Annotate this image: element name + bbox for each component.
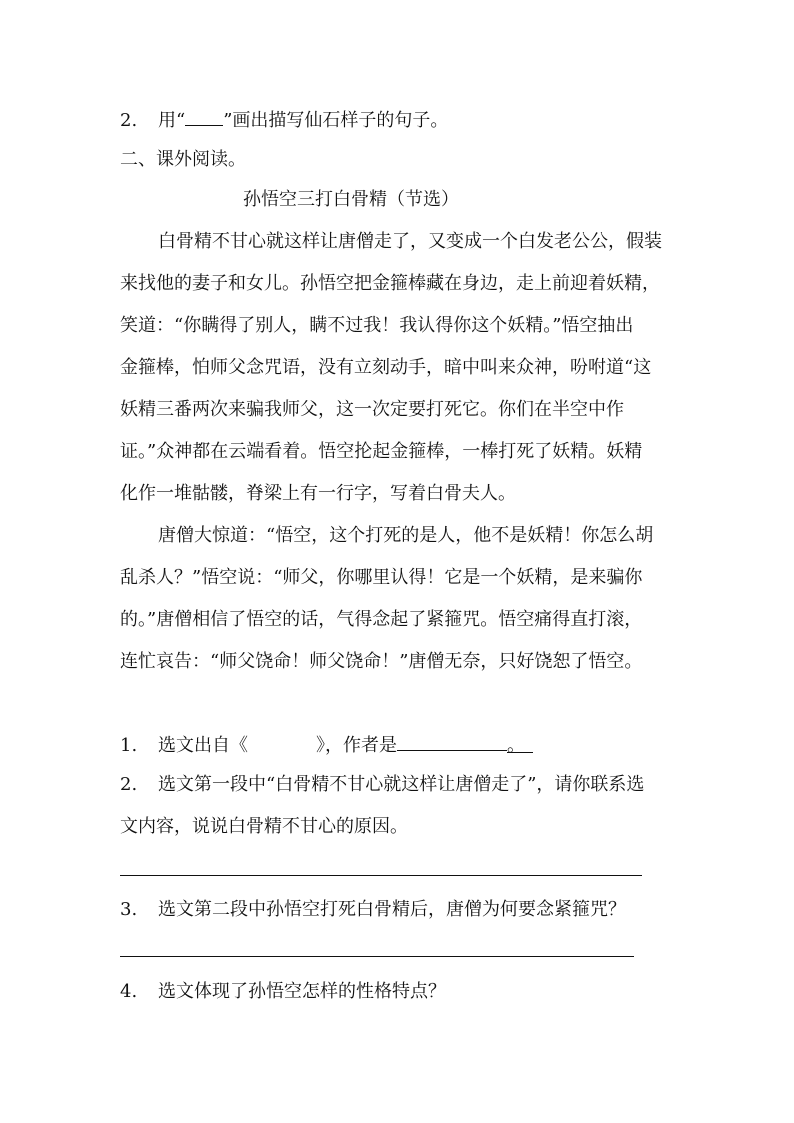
question-number: 2. xyxy=(120,110,138,131)
article-line: 来找他的妻子和女儿。孙悟空把金箍棒藏在身边，走上前迎着妖精， xyxy=(120,273,660,294)
question-text-a: 用“ xyxy=(158,110,186,131)
question-2-line2: 文内容，说说白骨精不甘心的原因。 xyxy=(120,816,408,837)
question-number: 1. xyxy=(120,735,138,756)
answer-line[interactable] xyxy=(120,956,634,957)
article-title: 孙悟空三打白骨精（节选） xyxy=(243,189,459,210)
question-text-c: 。 xyxy=(507,734,533,753)
question-2-line1 xyxy=(120,773,644,797)
question-text-b: 》，作者是 xyxy=(316,735,397,756)
article-line: 乱杀人？”悟空说：“师父，你哪里认得！它是一个妖精，是来骗你 xyxy=(120,567,643,588)
question-prev-2 xyxy=(120,107,448,133)
article-line: 白骨精不甘心就这样让唐僧走了，又变成一个白发老公公，假装 xyxy=(158,231,662,252)
article-line: 的。”唐僧相信了悟空的话，气得念起了紧箍咒。悟空痛得直打滚， xyxy=(120,609,643,630)
question-number: 3. xyxy=(120,899,138,920)
question-1 xyxy=(120,732,533,758)
question-text: 选文体现了孙悟空怎样的性格特点？ xyxy=(158,981,446,1002)
article-line: 妖精三番两次来骗我师父，这一次定要打死它。你们在半空中作 xyxy=(120,399,624,420)
question-3 xyxy=(120,898,626,922)
section-heading: 二、课外阅读。 xyxy=(120,149,246,170)
question-text-b: ”画出描写仙石样子的句子。 xyxy=(223,110,449,131)
article-line: 连忙哀告：“师父饶命！师父饶命！”唐僧无奈，只好饶恕了悟空。 xyxy=(120,651,643,672)
question-4 xyxy=(120,980,446,1004)
question-text: 选文第一段中“白骨精不甘心就这样让唐僧走了”，请你联系选 xyxy=(158,774,645,795)
underline-blank xyxy=(185,107,223,126)
article-line: 化作一堆骷髅，脊梁上有一行字，写着白骨夫人。 xyxy=(120,483,516,504)
article-line: 唐僧大惊道：“悟空，这个打死的是人，他不是妖精！你怎么胡 xyxy=(158,525,654,546)
article-line: 金箍棒，怕师父念咒语，没有立刻动手，暗中叫来众神，吩咐道“这 xyxy=(120,357,652,378)
question-number: 4. xyxy=(120,981,138,1002)
answer-line[interactable] xyxy=(120,875,642,876)
article-line: 笑道：“你瞒得了别人，瞒不过我！我认得你这个妖精。”悟空抽出 xyxy=(120,315,634,336)
article-line: 证。”众神都在云端看着。悟空抡起金箍棒，一棒打死了妖精。妖精 xyxy=(120,441,643,462)
question-text-a: 选文出自《 xyxy=(158,735,248,756)
author-blank[interactable] xyxy=(397,732,507,751)
question-number: 2. xyxy=(120,774,138,795)
question-text: 选文第二段中孙悟空打死白骨精后，唐僧为何要念紧箍咒？ xyxy=(158,899,626,920)
